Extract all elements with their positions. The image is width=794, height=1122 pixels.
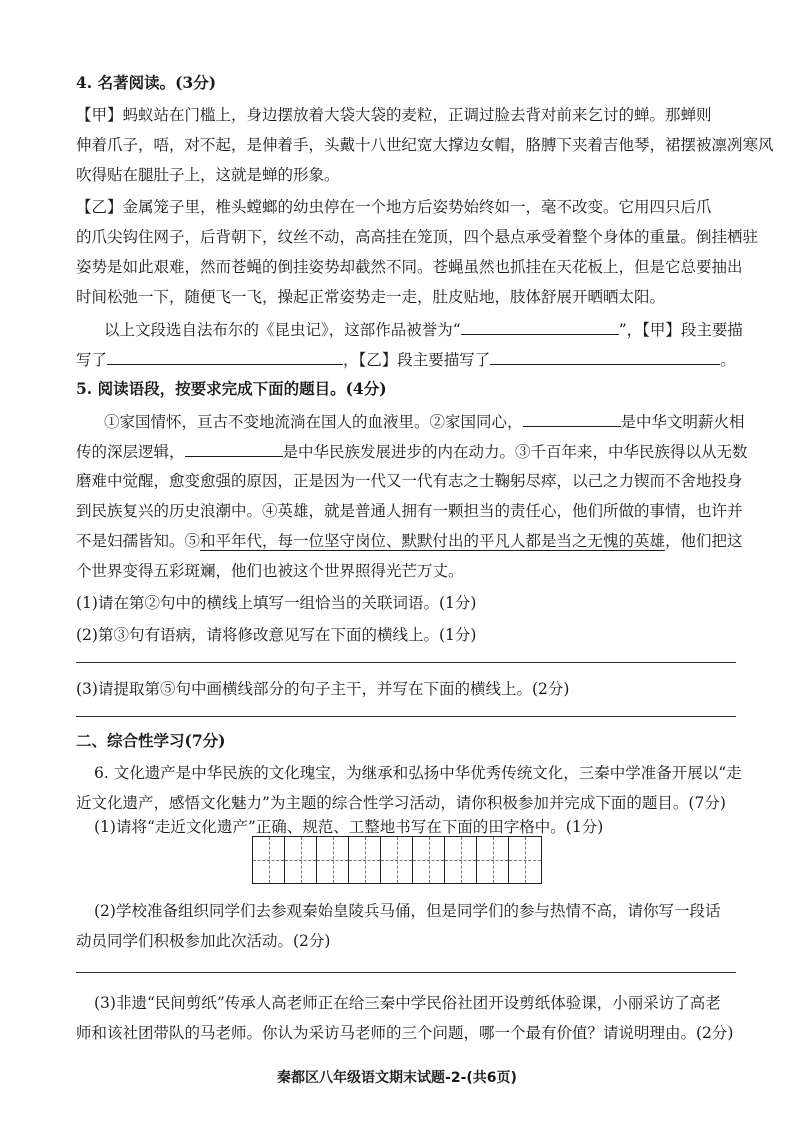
q6-sub-2-line-2: 动员同学们积极参加此次活动。(2分) [76,932,331,950]
answer-blank-nickname[interactable] [461,316,619,335]
section-2-title: 二、综合性学习(7分) [76,731,226,750]
q5-p1-text-a: ①家国情怀，亘古不变地流淌在国人的血液里。②家国同心， [104,413,523,431]
q6-sub-2-line-1: (2)学校准备组织同学们去参观秦始皇陵兵马俑，但是同学们的参与热情不高，请你写一段话 [94,902,721,920]
q4-title: 4. 名著阅读。(3分) [76,73,217,92]
q4-yi-line-4: 时间松弛一下，随便飞一飞，操起正常姿势走一走，肚皮贴地，肢体舒展开晒晒太阳。 [76,288,666,306]
tianzige-cell[interactable] [349,837,381,883]
q5-paragraph-line-4: 到民族复兴的历史浪潮中。④英雄，就是普通人拥有一颗担当的责任心，他们所做的事情，也许并 [76,502,743,520]
q5-p2-text-a: 传的深层逻辑， [76,443,185,461]
answer-line-q6-2[interactable] [76,972,736,973]
q5-underlined-sentence: 和平年代，每一位坚守岗位、默默付出的平凡人都是当之无愧的英雄 [200,532,666,550]
q5-paragraph-line-5 [76,528,743,554]
q5-sub-2: (2)第③句有语病，请将修改意见写在下面的横线上。(1分) [76,626,477,644]
q5-p5-text-c: ，他们把这 [665,532,743,550]
q5-paragraph-line-1 [104,408,764,435]
tianzige-cell[interactable] [381,837,413,883]
q6-sub-3-line-1: (3)非遗“民间剪纸”传承人高老师正在给三秦中学民俗社团开设剪纸体验课，小丽采访了高老 [94,994,721,1012]
q6-line-2: 近文化遗产，感悟文化魅力”为主题的综合性学习活动，请你积极参加并完成下面的题目。(7分) [76,794,726,812]
q5-sub-1: (1)请在第②句中的横线上填写一组恰当的关联词语。(1分) [76,594,477,612]
q4-q2-text-a: 写了 [76,351,108,369]
q5-paragraph-line-2 [76,438,748,465]
q4-q2-text-c: 。 [720,351,736,369]
q5-paragraph-line-3: 磨难中觉醒，愈变愈强的原因，正是因为一代又一代有志之士鞠躬尽瘁，以己之力锲而不舍地投身 [76,472,743,490]
q5-title: 5. 阅读语段，按要求完成下面的题目。(4分) [76,379,387,398]
q4-jia-line-3: 吹得贴在腿肚子上，这就是蝉的形象。 [76,166,340,184]
q4-q1-text-a: 以上文段选自法布尔的《昆虫记》，这部作品被誉为“ [104,321,461,339]
page-footer: 秦都区八年级语文期末试题-2-(共6页) [277,1070,517,1086]
q4-yi-line-2: 的爪尖钩住网子，后背朝下，纹丝不动，高高挂在笼顶，四个悬点承受着整个身体的重量。倒挂栖驻 [76,228,759,246]
tianzige-cell[interactable] [509,837,541,883]
q5-p2-text-b: 是中华民族发展进步的内在动力。③千百年来，中华民族得以从无数 [282,443,748,461]
tianzige-cell[interactable] [253,837,285,883]
answer-line-q5-3[interactable] [76,716,736,717]
q5-sub-3: (3)请提取第⑤句中画横线部分的句子主干，并写在下面的横线上。(2分) [76,680,570,698]
tianzige-cell[interactable] [477,837,509,883]
q4-jia-line-1: 【甲】蚂蚁站在门槛上，身边摆放着大袋大袋的麦粒，正调过脸去背对前来乞讨的蝉。那蝉则 [76,106,712,124]
q4-q1-text-b: ”，【甲】段主要描 [618,321,743,339]
q4-q2-text-b: ，【乙】段主要描写了 [343,351,491,369]
answer-blank-connective-2[interactable] [185,438,283,457]
answer-blank-yi[interactable] [490,346,720,365]
tianzige-grid [252,836,542,884]
answer-line-q5-2[interactable] [76,662,736,663]
q5-p5-text-a: 不是妇孺皆知。⑤ [76,532,201,550]
tianzige-cell[interactable] [413,837,445,883]
q6-sub-3-line-2: 师和该社团带队的马老师。你认为采访马老师的三个问题，哪一个最有价值？请说明理由。(2分) [76,1024,734,1042]
tianzige-cell[interactable] [445,837,477,883]
q4-yi-line-3: 姿势是如此艰难，然而苍蝇的倒挂姿势却截然不同。苍蝇虽然也抓挂在天花板上，但是它总要抽出 [76,258,743,276]
answer-blank-connective-1[interactable] [523,408,621,427]
q5-paragraph-line-6: 个世界变得五彩斑斓，他们也被这个世界照得光芒万丈。 [76,562,464,580]
tianzige-cell[interactable] [317,837,349,883]
q4-yi-line-1: 【乙】金属笼子里，椎头螳螂的幼虫停在一个地方后姿势始终如一，毫不改变。它用四只后爪 [76,198,712,216]
answer-blank-jia[interactable] [107,346,343,365]
q4-jia-line-2: 伸着爪子，唔，对不起，是伸着手，头戴十八世纪宽大撑边女帽，胳膊下夹着吉他琴，裙摆被凛冽寒风 [76,136,774,154]
q6-line-1: 6. 文化遗产是中华民族的文化瑰宝，为继承和弘扬中华优秀传统文化，三秦中学准备开展以“走 [94,764,742,782]
q4-question-line-1 [104,316,764,343]
tianzige-cell[interactable] [285,837,317,883]
q4-question-line-2 [76,346,736,373]
q5-p1-text-b: 是中华文明薪火相 [620,413,745,431]
q6-sub-1: (1)请将“走近文化遗产”正确、规范、工整地书写在下面的田字格中。(1分) [94,818,604,836]
